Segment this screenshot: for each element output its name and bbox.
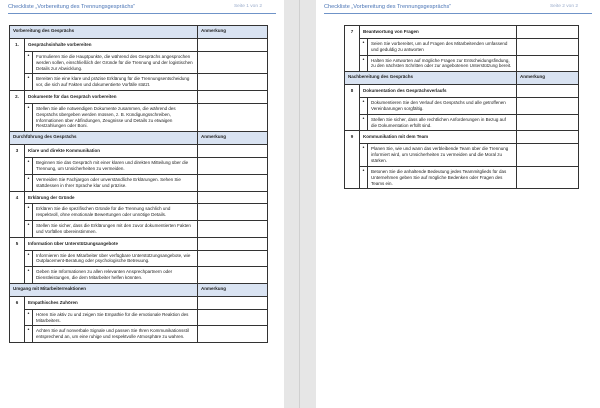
bullet-row	[10, 326, 268, 343]
section-title: Durchführung des Gesprächs	[10, 132, 198, 145]
annotation-cell	[198, 39, 268, 52]
section-title: Nachbereitung des Gesprächs	[345, 72, 517, 85]
bullet-row	[345, 98, 579, 115]
bullet-row	[345, 38, 579, 55]
item-title: Kommunikation mit dem Team	[360, 131, 517, 144]
annotation-cell	[517, 55, 579, 72]
bullet-text: Planen Sie, wie und wann das verbleibende Team über die Trennung informiert wird, um Unsicherheiten zu vermeiden und die Moral zu stärken.	[368, 144, 517, 167]
document-page-1	[0, 0, 284, 408]
item-title: Beantwortung von Fragen	[360, 26, 517, 39]
bullet-row	[10, 74, 268, 91]
checklist-table	[9, 25, 268, 343]
annotation-column-header: Anmerkung	[198, 132, 268, 145]
section-header-row	[10, 283, 268, 296]
annotation-cell	[198, 103, 268, 131]
bullet-point: •	[25, 326, 33, 343]
checklist-item-row	[345, 85, 579, 98]
item-number: 9	[345, 131, 360, 189]
section-header-row	[10, 26, 268, 39]
annotation-cell	[198, 174, 268, 191]
bullet-point: •	[25, 74, 33, 91]
bullet-text: Informieren Sie den Mitarbeiter über verfügbare Unterstützungsangebote, wie Outplacement-Beratung oder psychologische Betreuung.	[33, 250, 198, 267]
checklist-item-row	[345, 26, 579, 39]
bullet-point: •	[360, 166, 368, 189]
annotation-cell	[517, 144, 579, 167]
annotation-cell	[198, 221, 268, 238]
bullet-text: Halten Sie Antworten auf mögliche Fragen zur Entscheidungsfindung, zu den nächsten Schritten oder zur angebotenen Unterstützung bereit.	[368, 55, 517, 72]
section-title: Umgang mit Mitarbeiterreaktionen	[10, 283, 198, 296]
bullet-text: Stellen Sie sicher, dass die Erklärungen mit den zuvor dokumentierten Fakten und Vorfällen übereinstimmen.	[33, 221, 198, 238]
bullet-point: •	[25, 267, 33, 284]
bullet-text: Betonen Sie die anhaltende Bedeutung jedes Teammitglieds für das Unternehmen geben Sie auf mögliche Bedenken oder Fragen des Teams ein.	[368, 166, 517, 189]
annotation-cell	[198, 91, 268, 104]
bullet-text: Achten Sie auf nonverbale Signale und passen Sie Ihren Kommunikationsstil entsprechend an, um eine ruhige und respektvolle Atmosphäre zu wahren.	[33, 326, 198, 343]
bullet-row	[10, 221, 268, 238]
bullet-text: Stellen Sie alle notwendigen Dokumente zusammen, die während des Gesprächs übergeben werden müssen, z. B. Kündigungsschreiben, Informationen über Abfindungen, Zeugnisse und Details zu etwaigen Restzahlungen oder Boni.	[33, 103, 198, 131]
item-number: 2.	[10, 91, 25, 132]
annotation-cell	[198, 326, 268, 343]
bullet-point: •	[25, 250, 33, 267]
annotation-column-header: Anmerkung	[198, 283, 268, 296]
document-title: Checkliste „Vorbereitung des Trennungsgesprächs“	[324, 4, 452, 10]
bullet-row	[10, 250, 268, 267]
annotation-cell	[517, 131, 579, 144]
bullet-row	[10, 51, 268, 74]
item-title: Information über Unterstützungsangebote	[25, 237, 198, 250]
bullet-point: •	[360, 55, 368, 72]
bullet-row	[345, 114, 579, 131]
checklist-item-row	[345, 131, 579, 144]
page-header	[0, 0, 284, 17]
page-gutter	[284, 0, 316, 408]
bullet-point: •	[360, 98, 368, 115]
bullet-text: Seien Sie vorbereitet, um auf Fragen des Mitarbeitenden umfassend und geduldig zu antworten	[368, 38, 517, 55]
bullet-point: •	[25, 103, 33, 131]
bullet-text: Stellen Sie sicher, dass alle rechtlichen Anforderungen in Bezug auf die Dokumentation erfüllt sind.	[368, 114, 517, 131]
bullet-point: •	[360, 38, 368, 55]
annotation-cell	[198, 267, 268, 284]
document-page-2	[316, 0, 600, 408]
bullet-text: Erklären Sie die spezifischen Gründe für die Trennung sachlich und respektvoll, ohne emotionale Bewertungen oder unnötige Details.	[33, 204, 198, 221]
bullet-row	[10, 204, 268, 221]
bullet-row	[10, 174, 268, 191]
bullet-row	[345, 144, 579, 167]
item-title: Empathisches Zuhören	[25, 296, 198, 309]
item-number: 5	[10, 237, 25, 283]
bullet-row	[10, 267, 268, 284]
bullet-point: •	[25, 51, 33, 74]
bullet-text: Bereiten Sie eine klare und präzise Erklärung für die Trennungsentscheidung vor, die sich auf Fakten und dokumentierte Vorfälle stützt.	[33, 74, 198, 91]
bullet-text: Hören Sie aktiv zu und zeigen Sie Empathie für die emotionale Reaktion des Mitarbeiters.	[33, 309, 198, 326]
page-divider	[299, 0, 300, 408]
page-header	[316, 0, 600, 17]
bullet-text: Geben Sie Informationen zu allen relevanten Ansprechpartnern oder Dienstleistungen, die dem Mitarbeiter helfen könnten.	[33, 267, 198, 284]
bullet-row	[345, 55, 579, 72]
annotation-cell	[517, 26, 579, 39]
bullet-row	[10, 103, 268, 131]
annotation-cell	[517, 114, 579, 131]
bullet-point: •	[25, 221, 33, 238]
bullet-row	[10, 158, 268, 175]
page-number: Seite 2 von 2	[549, 4, 578, 9]
item-number: 3	[10, 145, 25, 191]
page-number: Seite 1 von 2	[233, 4, 262, 9]
item-title: Dokumente für das Gespräch vorbereiten	[25, 91, 198, 104]
checklist-item-row	[10, 237, 268, 250]
header-rule	[8, 13, 276, 14]
item-number: 1.	[10, 39, 25, 91]
document-title: Checkliste „Vorbereitung des Trennungsgesprächs“	[8, 4, 136, 10]
annotation-cell	[517, 98, 579, 115]
annotation-cell	[198, 191, 268, 204]
item-title: Gesprächsinhalte vorbereiten	[25, 39, 198, 52]
item-number: 6	[10, 296, 25, 342]
bullet-point: •	[360, 144, 368, 167]
annotation-cell	[198, 145, 268, 158]
bullet-row	[10, 309, 268, 326]
bullet-point: •	[25, 309, 33, 326]
annotation-cell	[198, 296, 268, 309]
annotation-column-header: Anmerkung	[198, 26, 268, 39]
checklist-item-row	[10, 91, 268, 104]
checklist-item-row	[10, 145, 268, 158]
annotation-cell	[198, 309, 268, 326]
item-number: 8	[345, 85, 360, 131]
item-title: Klare und direkte Kommunikation	[25, 145, 198, 158]
annotation-cell	[198, 74, 268, 91]
header-rule	[324, 13, 592, 14]
item-number: 4	[10, 191, 25, 237]
bullet-text: Formulieren Sie die Hauptpunkte, die während des Gesprächs angesprochen werden sollen, einschließlich der Gründe für die Trennung und der logistischen Details zur Abwicklung.	[33, 51, 198, 74]
item-title: Dokumentation des Gesprächsverlaufs	[360, 85, 517, 98]
bullet-text: Beginnen Sie das Gespräch mit einer klaren und direkten Mitteilung über die Trennung, um Unsicherheiten zu vermeiden.	[33, 158, 198, 175]
bullet-point: •	[360, 114, 368, 131]
section-header-row	[10, 132, 268, 145]
annotation-cell	[517, 38, 579, 55]
annotation-cell	[198, 158, 268, 175]
bullet-point: •	[25, 158, 33, 175]
item-number: 7	[345, 26, 360, 72]
bullet-row	[345, 166, 579, 189]
section-header-row	[345, 72, 579, 85]
checklist-item-row	[10, 296, 268, 309]
checklist-item-row	[10, 191, 268, 204]
bullet-point: •	[25, 204, 33, 221]
bullet-text: Dokumentieren Sie den Verlauf des Gesprächs und alle getroffenen Vereinbarungen sorgfältig.	[368, 98, 517, 115]
annotation-cell	[198, 204, 268, 221]
annotation-cell	[517, 85, 579, 98]
annotation-cell	[198, 250, 268, 267]
annotation-cell	[517, 166, 579, 189]
checklist-item-row	[10, 39, 268, 52]
checklist-table	[344, 25, 579, 189]
bullet-point: •	[25, 174, 33, 191]
bullet-text: Vermeiden Sie Fachjargon oder unverständliche Erklärungen. Sehen Sie stattdessen in Ihrer Sprache klar und präzise.	[33, 174, 198, 191]
annotation-cell	[198, 237, 268, 250]
section-title: Vorbereitung des Gesprächs	[10, 26, 198, 39]
item-title: Erklärung der Gründe	[25, 191, 198, 204]
annotation-cell	[198, 51, 268, 74]
annotation-column-header: Anmerkung	[517, 72, 579, 85]
